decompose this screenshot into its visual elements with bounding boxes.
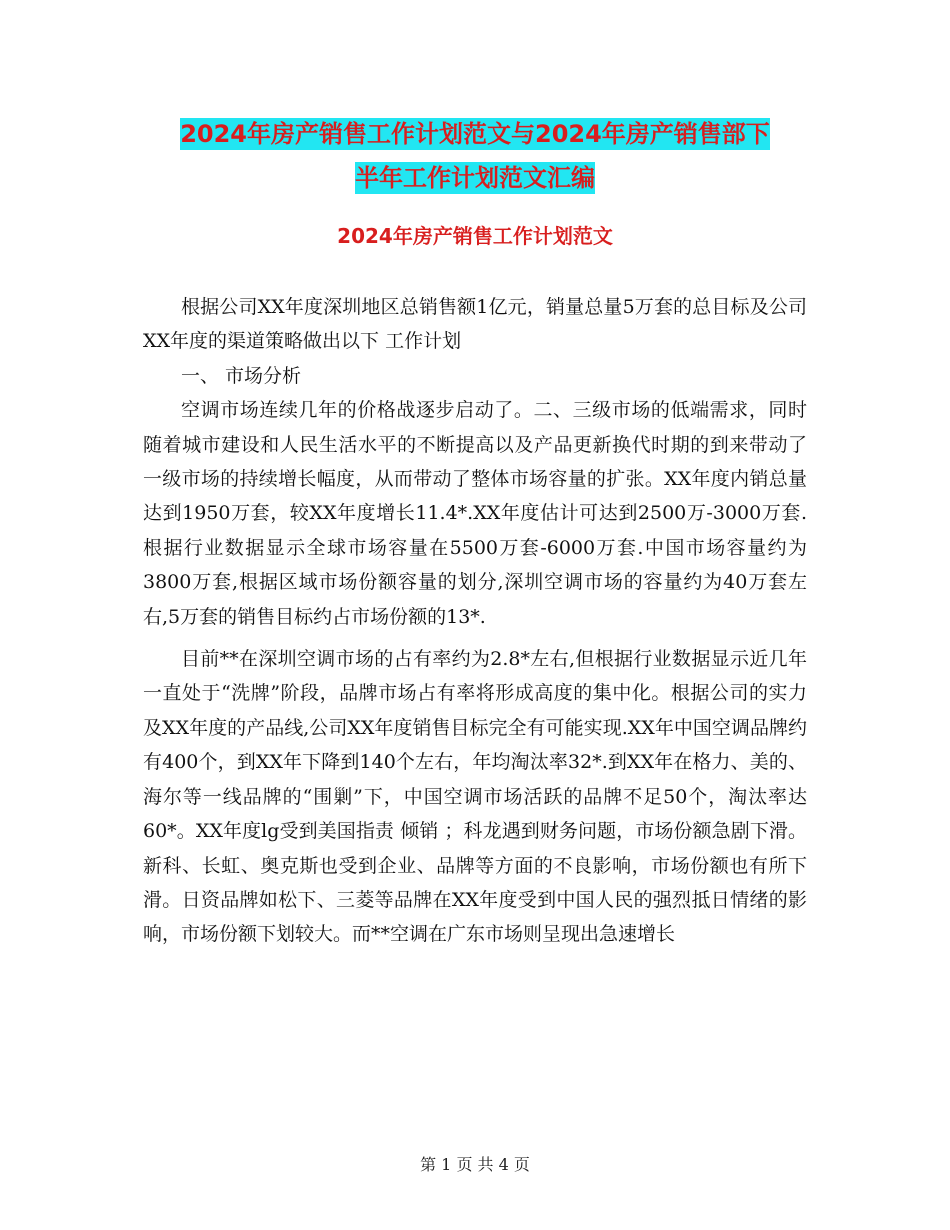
document-title (100, 112, 850, 200)
paragraph-market: 空调市场连续几年的价格战逐步启动了。二、三级市场的低端需求，同时随着城市建设和人民生活水平的不断提高以及产品更新换代时期的到来带动了一级市场的持续增长幅度，从而带动了整体市场容量的扩张。XX年度内销总量达到1950万套，较XX年度增长11.4*.XX年度估计可达到2500万-3000万套.根据行业数据显示全球市场容量在5500万套-6000万套.中国市场容量约为3800万套,根据区域市场份额容量的划分,深圳空调市场的容量约为40万套左右,5万套的销售目标约占市场份额的13*. (143, 399, 807, 628)
document-title-line2: 半年工作计划范文汇编 (355, 164, 595, 192)
section-heading-market-analysis: 一、 市场分析 (181, 364, 302, 387)
paragraph-current: 目前**在深圳空调市场的占有率约为2.8*左右,但根据行业数据显示近几年一直处于“洗牌”阶段，品牌市场占有率将形成高度的集中化。根据公司的实力及XX年度的产品线,公司XX年度销售目标完全有可能实现.XX年中国空调品牌约有400个，到XX年下降到140个左右，年均淘汰率32*.到XX年在格力、美的、海尔等一线品牌的“围剿”下，中国空调市场活跃的品牌不足50个，淘汰率达60*。XX年度lg受到美国指责 倾销 ；科龙遇到财务问题，市场份额急剧下滑。新科、长虹、奥克斯也受到企业、品牌等方面的不良影响，市场份额也有所下滑。日资品牌如松下、三菱等品牌在XX年度受到中国人民的强烈抵日情绪的影响，市场份额下划较大。而**空调在广东市场则呈现出急速增长 (143, 648, 807, 946)
section-title: 2024年房产销售工作计划范文 (337, 224, 613, 248)
document-body (143, 290, 807, 952)
document-title-line1: 2024年房产销售工作计划范文与2024年房产销售部下 (180, 120, 770, 148)
paragraph-intro: 根据公司XX年度深圳地区总销售额1亿元，销量总量5万套的总目标及公司XX年度的渠道策略做出以下 工作计划 (143, 296, 807, 353)
page-footer: 第 1 页 共 4 页 (420, 1155, 530, 1174)
